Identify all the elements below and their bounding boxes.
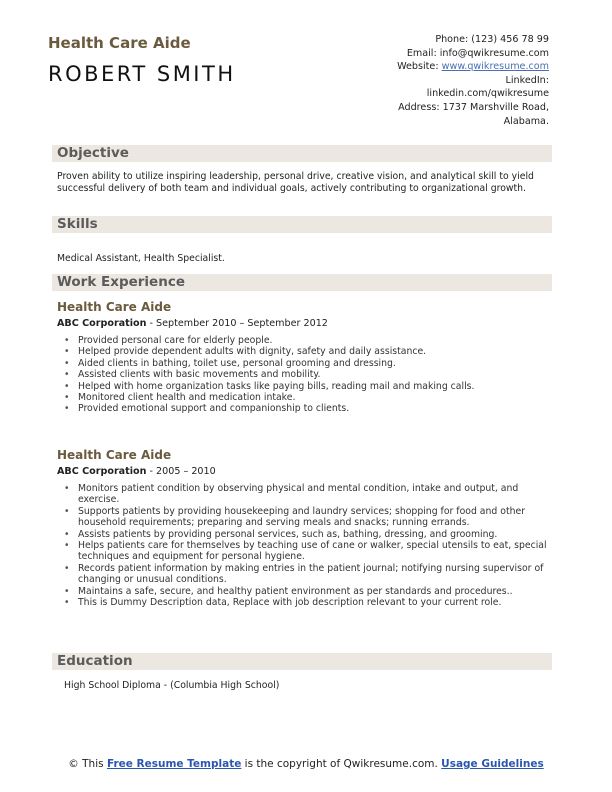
job-1-company-line <box>57 318 328 329</box>
work-experience-heading: Work Experience <box>57 274 185 290</box>
list-item: • Helped provide dependent adults with dignity, safety and daily assistance. <box>57 346 552 357</box>
list-item: • Maintains a safe, secure, and healthy patient environment as per standards and procedures.. <box>57 586 552 597</box>
contact-block <box>299 33 549 128</box>
list-item: • Provided personal care for elderly people. <box>57 335 552 346</box>
education-heading: Education <box>57 653 133 669</box>
skills-text: Medical Assistant, Health Specialist. <box>57 253 225 264</box>
job-2-title: Health Care Aide <box>57 448 172 462</box>
list-item: • Records patient information by making entries in the patient journal; notifying nursing supervisor of changing or unusual conditions. <box>57 563 552 586</box>
usage-guidelines-link[interactable]: Usage Guidelines <box>441 758 544 770</box>
contact-linkedin-label: LinkedIn: <box>505 74 549 86</box>
website-label: Website: <box>397 61 442 73</box>
contact-website <box>299 60 549 74</box>
job-2-dates: - 2005 – 2010 <box>146 466 216 477</box>
job-1-company: ABC Corporation <box>57 318 147 329</box>
job-2-company-line <box>57 466 216 477</box>
job-2-bullet-list <box>57 483 552 608</box>
job-1-dates: - September 2010 – September 2012 <box>146 318 328 329</box>
objective-text: Proven ability to utilize inspiring leadership, personal drive, creative vision, and analytical skill to yield successful delivery of both team and individual goals, actively contributing to organizational growth. <box>57 171 534 194</box>
job-title: Health Care Aide <box>48 34 191 52</box>
list-item: • Monitored client health and medication intake. <box>57 392 552 403</box>
work-experience-section-header <box>52 274 552 291</box>
list-item: • Assists patients by providing personal services, such as, bathing, dressing, and grooming. <box>57 529 552 540</box>
contact-address-line2: Alabama. <box>503 115 549 127</box>
job-1-bullet-list <box>57 335 552 415</box>
contact-address-line1: Address: 1737 Marshville Road, <box>398 101 549 113</box>
list-item: • Provided emotional support and companionship to clients. <box>57 403 552 414</box>
skills-heading: Skills <box>57 216 98 232</box>
list-item: • Monitors patient condition by observing physical and mental condition, intake and output, and exercise. <box>57 483 552 506</box>
skills-section-header <box>52 216 552 233</box>
job-2-company: ABC Corporation <box>57 466 147 477</box>
list-item: • Assisted clients with basic movements and mobility. <box>57 369 552 380</box>
contact-phone: Phone: (123) 456 78 99 <box>435 34 549 45</box>
objective-section-header <box>52 145 552 162</box>
website-link[interactable]: www.qwikresume.com <box>441 61 549 73</box>
job-1-title: Health Care Aide <box>57 300 172 314</box>
footer-copyright <box>0 758 612 771</box>
footer-prefix: © This <box>68 758 107 770</box>
contact-linkedin-value: linkedin.com/qwikresume <box>426 88 549 100</box>
education-section-header <box>52 653 552 670</box>
objective-heading: Objective <box>57 145 129 161</box>
list-item: • Supports patients by providing housekeeping and laundry services; shopping for food and other household requirements; preparing and serving meals and snacks; running errands. <box>57 506 552 529</box>
footer-middle: is the copyright of Qwikresume.com. <box>241 758 442 770</box>
education-text: High School Diploma - (Columbia High School) <box>64 680 280 691</box>
free-resume-template-link[interactable]: Free Resume Template <box>106 758 242 770</box>
list-item: • Helps patients care for themselves by teaching use of cane or walker, special utensils to eat, special techniques and equipment for personal hygiene. <box>57 540 552 563</box>
list-item: • Helped with home organization tasks like paying bills, reading mail and making calls. <box>57 381 552 392</box>
list-item: • This is Dummy Description data, Replace with job description relevant to your current role. <box>57 597 552 608</box>
contact-email: Email: info@qwikresume.com <box>406 47 549 59</box>
list-item: • Aided clients in bathing, toilet use, personal grooming and dressing. <box>57 358 552 369</box>
candidate-name: ROBERT SMITH <box>48 62 236 86</box>
